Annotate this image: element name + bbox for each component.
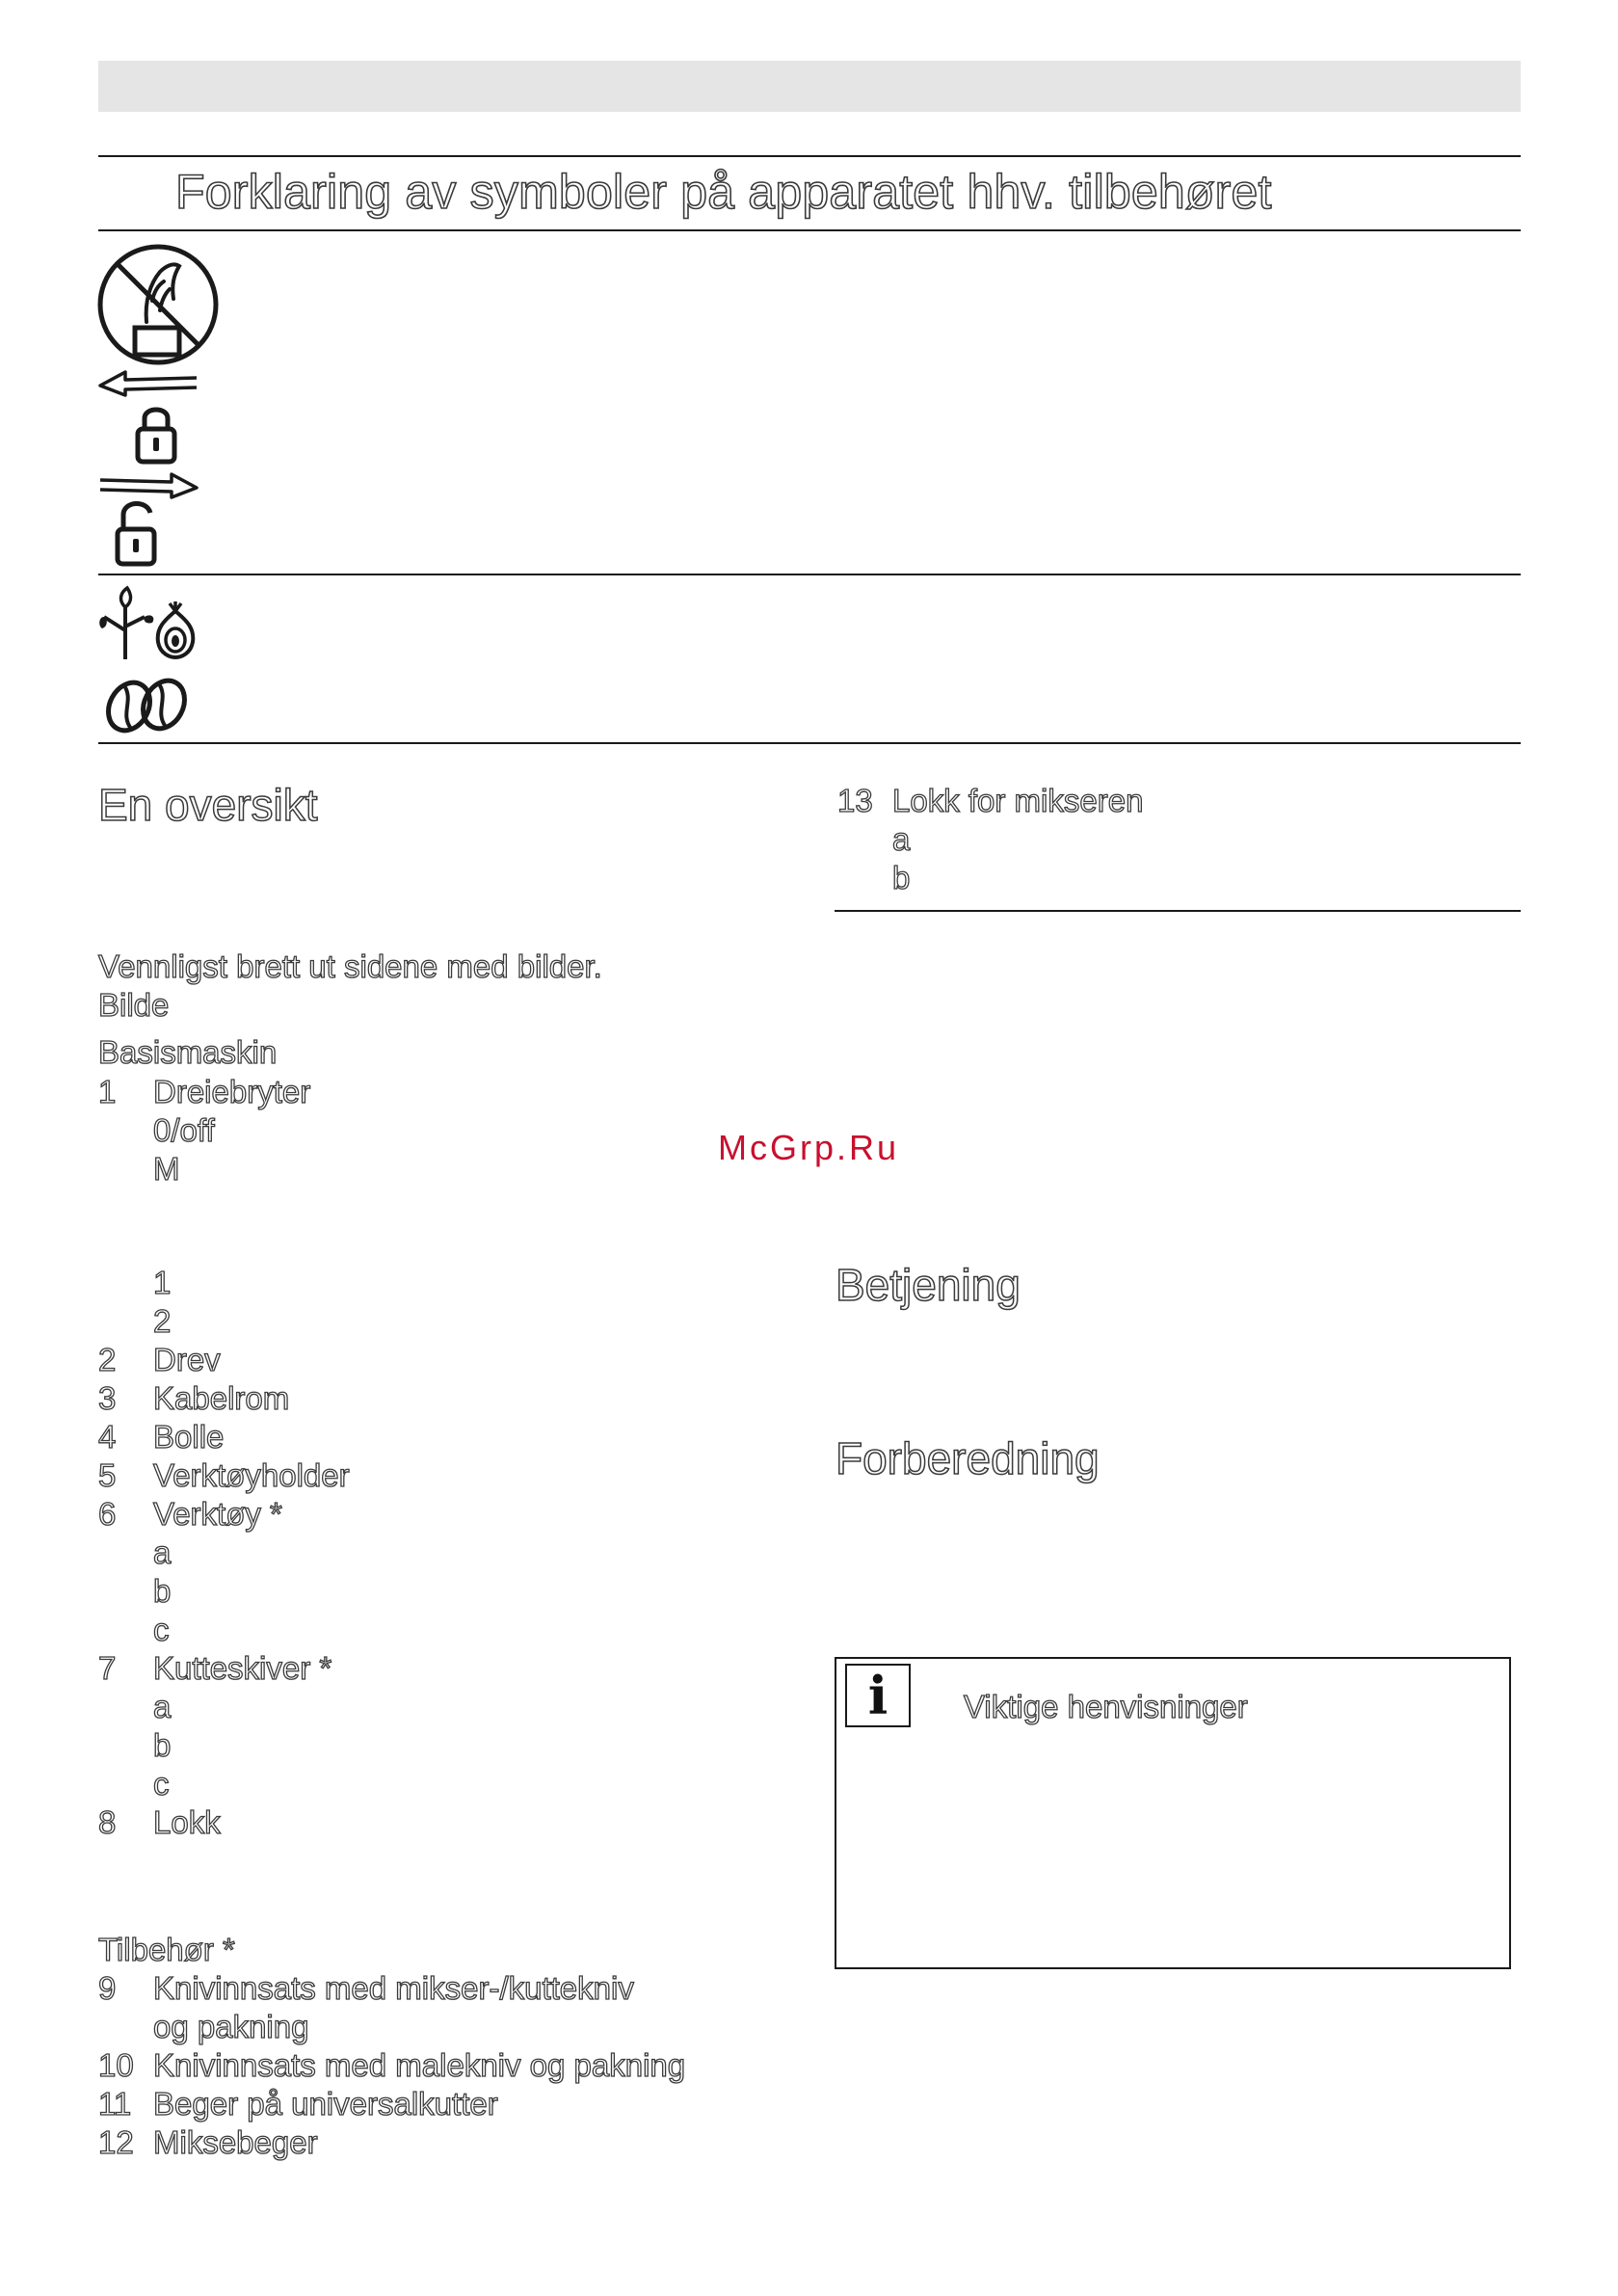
- list-item: b: [892, 860, 911, 895]
- operation-heading: Betjening: [836, 1260, 1021, 1310]
- page-title: Forklaring av symboler på apparatet hhv. tilbehøret: [175, 165, 1272, 219]
- overview-heading: En oversikt: [98, 780, 318, 830]
- coffee-beans-icon: [102, 679, 191, 733]
- list-item: a: [892, 821, 911, 857]
- accessory-item: 12 Miksebeger: [98, 2124, 318, 2160]
- picture-label: Bilde: [98, 987, 170, 1023]
- list-item: M: [153, 1151, 180, 1187]
- symbols-bottom-rule: [98, 742, 1521, 744]
- herbs-onion-icon: [96, 588, 202, 661]
- symbols-divider: [98, 574, 1521, 575]
- lock-closed-icon: [135, 403, 177, 465]
- accessory-item: 9 Knivinnsats med mikser-/kuttekniv: [98, 1970, 634, 2006]
- info-icon: i: [845, 1664, 911, 1727]
- no-hand-into-tube-icon: [96, 243, 222, 366]
- right-column-rule: [835, 910, 1521, 912]
- list-item: b: [153, 1573, 172, 1609]
- list-item: 0/off: [153, 1112, 215, 1148]
- overview-intro: Vennligst brett ut sidene med bilder.: [98, 948, 602, 984]
- lock-open-icon: [114, 497, 162, 567]
- list-item: 7 Kutteskiver *: [98, 1650, 332, 1686]
- list-item: c: [153, 1612, 170, 1647]
- list-item: 2: [153, 1303, 172, 1339]
- list-item: 1: [153, 1265, 172, 1300]
- arrow-left-icon: [96, 368, 200, 397]
- info-box-title: Viktige henvisninger: [964, 1689, 1248, 1724]
- list-item: 1 Dreiebryter: [98, 1074, 311, 1109]
- accessories-label: Tilbehør *: [98, 1932, 235, 1967]
- title-top-rule: [98, 155, 1521, 157]
- list-item: 13 Lokk for mikseren: [837, 783, 1144, 818]
- list-item: 6 Verktøy *: [98, 1496, 282, 1532]
- watermark: McGrp.Ru: [718, 1128, 900, 1167]
- accessory-item: og pakning: [153, 2009, 309, 2044]
- list-item: a: [153, 1535, 172, 1570]
- preparation-heading: Forberedning: [836, 1433, 1100, 1483]
- accessory-item: 10 Knivinnsats med malekniv og pakning: [98, 2047, 686, 2083]
- header-bar: [98, 61, 1521, 112]
- accessory-item: 11 Beger på universalkutter: [98, 2086, 498, 2122]
- list-item: 2 Drev: [98, 1342, 221, 1377]
- list-item: 8 Lokk: [98, 1804, 221, 1840]
- list-item: a: [153, 1689, 172, 1724]
- arrow-right-icon: [96, 470, 200, 499]
- list-item: 4 Bolle: [98, 1419, 225, 1455]
- list-item: b: [153, 1727, 172, 1763]
- list-item: 3 Kabelrom: [98, 1380, 290, 1416]
- base-machine-label: Basismaskin: [98, 1034, 278, 1070]
- list-item: 5 Verktøyholder: [98, 1457, 350, 1493]
- list-item: c: [153, 1766, 170, 1802]
- title-bottom-rule: [98, 229, 1521, 231]
